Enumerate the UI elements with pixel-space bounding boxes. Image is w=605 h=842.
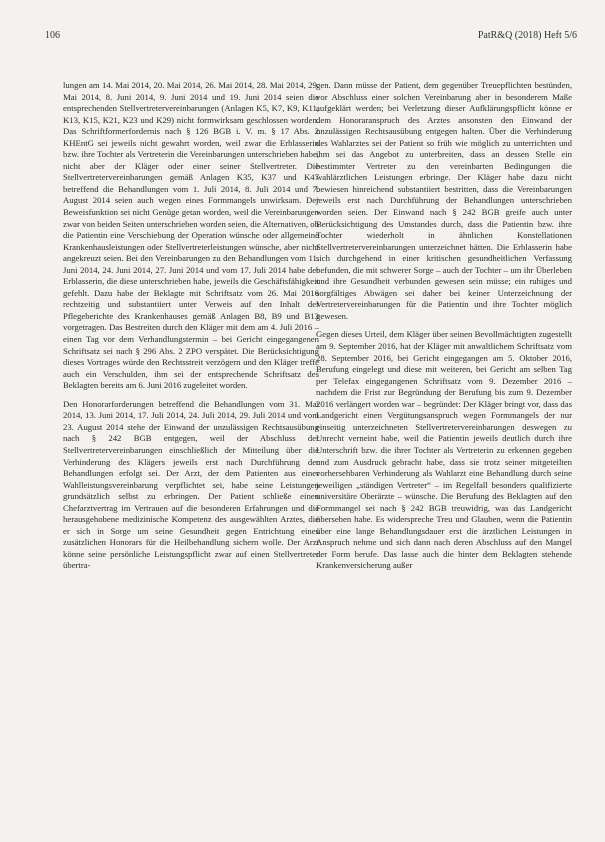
right-column [316, 80, 572, 572]
paragraph: lungen am 14. Mai 2014, 20. Mai 2014, 26. Mai 2014, 28. Mai 2014, 29. Mai 2014, 8. Juni 2014, 9. Juni 2014 und 19. Juni 2014 seien die entsprechenden Stellvertretervereinbarungen (Anlagen K5, K7, K9, K11, K13, K15, K21, K23 und K29) nicht formwirksam geschlossen worden. Das Schriftformerfordernis nach § 126 BGB i. V. m. § 17 Abs. 2 KHEntG sei jeweils nicht gewahrt worden, weil zwar die Erblasserin bzw. ihre Tochter als Vertreterin die Vereinbarungen unterschrieben habe, nicht aber der Kläger oder einer seiner Stellvertreter. Die Stellvertretervereinbarungen gemäß Anlagen K35, K37 und K47 betreffend die Behandlungen vom 1. Juli 2014, 8. Juli 2014 und 7. August 2014 seien auch wegen eines Formmangels unwirksam. Der Beweisfunktion sei nicht Genüge getan worden, weil die Vereinbarungen zwar von beiden Seiten unterschrieben worden seien, die Alternativen, ob die Patientin eine Verschiebung der Operation wünsche oder allgemeine Krankenhausleistungen oder Stellvertreterleistungen wünsche, aber nicht angekreuzt seien. Bei den Vereinbarungen zu den Behandlungen vom 11. Juni 2014, 24. Juni 2014, 27. Juni 2014 und vom 17. Juli 2014 habe der Erblasserin, die diese unterschrieben habe, jeweils die Geschäftsfähigkeit gefehlt. Dazu habe der Beklagte mit Schriftsatz vom 26. Mai 2016 rechtzeitig und substantiiert unter Verweis auf den Inhalt der Pflegeberichte des Krankenhauses gemäß Anlagen B8, B9 und B13 vorgetragen. Das Bestreiten durch den Kläger mit dem am 4. Juli 2016 – einen Tag vor dem Verhandlungstermin – bei Gericht eingegangenen Schriftsatz sei nach § 296 Abs. 2 ZPO verspätet. Die Berücksichtigung dieses Vortrages würde den Rechtsstreit verzögern und den Kläger treffe auch ein Verschulden, ihm sei der entsprechende Schriftsatz des Beklagten bereits am 6. Juni 2016 zugeleitet worden. [63, 80, 319, 391]
paragraph: gen. Dann müsse der Patient, dem gegenüber Treuepflichten bestünden, vor Abschluss einer solchen Vereinbarung aber in besonderem Maße aufgeklärt werden; bei Verletzung dieser Aufklärungspflicht könne er dem Honoraranspruch des Arztes ansonsten den Einwand der unzulässigen Rechtsausübung entgegen halten. Über die Verhinderung des Wahlarztes sei der Patient so früh wie möglich zu unterrichten und ihm sei das Angebot zu unterbreiten, dass an dessen Stelle ein bestimmter Vertreter zu den vereinbarten Bedingungen die wahlärztlichen Leistungen erbringe. Der Kläger habe dazu nicht bewiesen hinreichend substantiiert bestritten, dass die Vereinbarungen jeweils erst nach Durchführung der Behandlungen unterschrieben worden seien. Der Einwand nach § 242 BGB greife auch unter Berücksichtigung des Umstandes durch, dass die Patientin bzw. ihre Tochter wiederholt in ähnlichen Konstellationen Stellvertretervereinbarungen unterzeichnet hätten. Die Erblasserin habe sich durchgehend in einer kritischen gesundheitlichen Verfassung befunden, die mit schwerer Sorge – auch der Tochter – um ihr Überleben und ihre Gesundheit verbunden gewesen sein müsse; ein ruhiges und sorgfältiges Abwägen sei daher bei keiner Unterzeichnung der Vertretervereinbarungen für die Patientin und ihre Tochter möglich gewesen. [316, 80, 572, 321]
page-number: 106 [45, 30, 60, 41]
left-column [63, 80, 319, 572]
paragraph: Den Honorarforderungen betreffend die Behandlungen vom 31. Mai 2014, 13. Juni 2014, 17. Juli 2014, 24. Juli 2014, 29. Juli 2014 und vom 23. August 2014 stehe der Einwand der unzulässigen Rechtsausübung nach § 242 BGB entgegen, weil der Abschluss der Stellvertretervereinbarungen einschließlich der Mitteilung über die Verhinderung des Klägers jeweils erst nach Durchführung der Behandlungen erfolgt sei. Der Arzt, der dem Patienten aus einer Wahlleistungsvereinbarung verpflichtet sei, habe seine Leistungen grundsätzlich selbst zu erbringen. Der Patient schließe einen Chefarztvertrag im Vertrauen auf die besonderen Erfahrungen und die herausgehobene medizinische Kompetenz des ausgewählten Arztes, die er sich in Sorge um seine Gesundheit gegen Entrichtung eines zusätzlichen Honorars für die Heilbehandlung sichern wolle. Der Arzt könne seine persönliche Leistungspflicht zwar auf einen Stellvertreter übertra- [63, 398, 319, 571]
journal-citation: PatR&Q (2018) Heft 5/6 [477, 30, 577, 41]
page-header [45, 30, 577, 44]
paragraph: Gegen dieses Urteil, dem Kläger über seinen Bevollmächtigten zugestellt am 9. September 2016, hat der Kläger mit anwaltlichem Schriftsatz vom 28. September 2016, bei Gericht eingegangen am 5. Oktober 2016, Berufung eingelegt und diese mit weiteren, bei Gericht am selben Tag per Telefax eingegangenen Schriftsatz vom 9. Dezember 2016 – nachdem die Frist zur Begründung der Berufung bis zum 9. Dezember 2016 verlängert worden war – begründet: Der Kläger bringt vor, dass das Landgericht einen Vergütungsanspruch wegen Formmangels der nur einseitig unterzeichneten Stellvertretervereinbarungen deswegen zu Unrecht verneint habe, weil die Patientin jeweils deutlich durch ihre Unterschrift bzw. die ihrer Tochter als Vertreterin zu erkennen gegeben und zum Ausdruck gebracht habe, dass sie trotz seiner mitgeteilten vorhersehbaren Verhinderung als Wahlarzt eine Behandlung durch seine jeweiligen „ständigen Vertreter“ – im Regelfall besonders qualifizierte universitäre Oberärzte – wünsche. Die Berufung des Beklagten auf den Formmangel sei nach § 242 BGB treuwidrig, was das Landgericht übersehen habe. Es widerspreche Treu und Glauben, wenn die Patientin über eine lange Behandlungsdauer erst die ärztlichen Leistungen in Anspruch nehme und sich dann nach deren Abschluss auf den Mangel der Form berufe. Das lasse auch die hinter dem Beklagten stehende Krankenversicherung außer [316, 329, 572, 571]
